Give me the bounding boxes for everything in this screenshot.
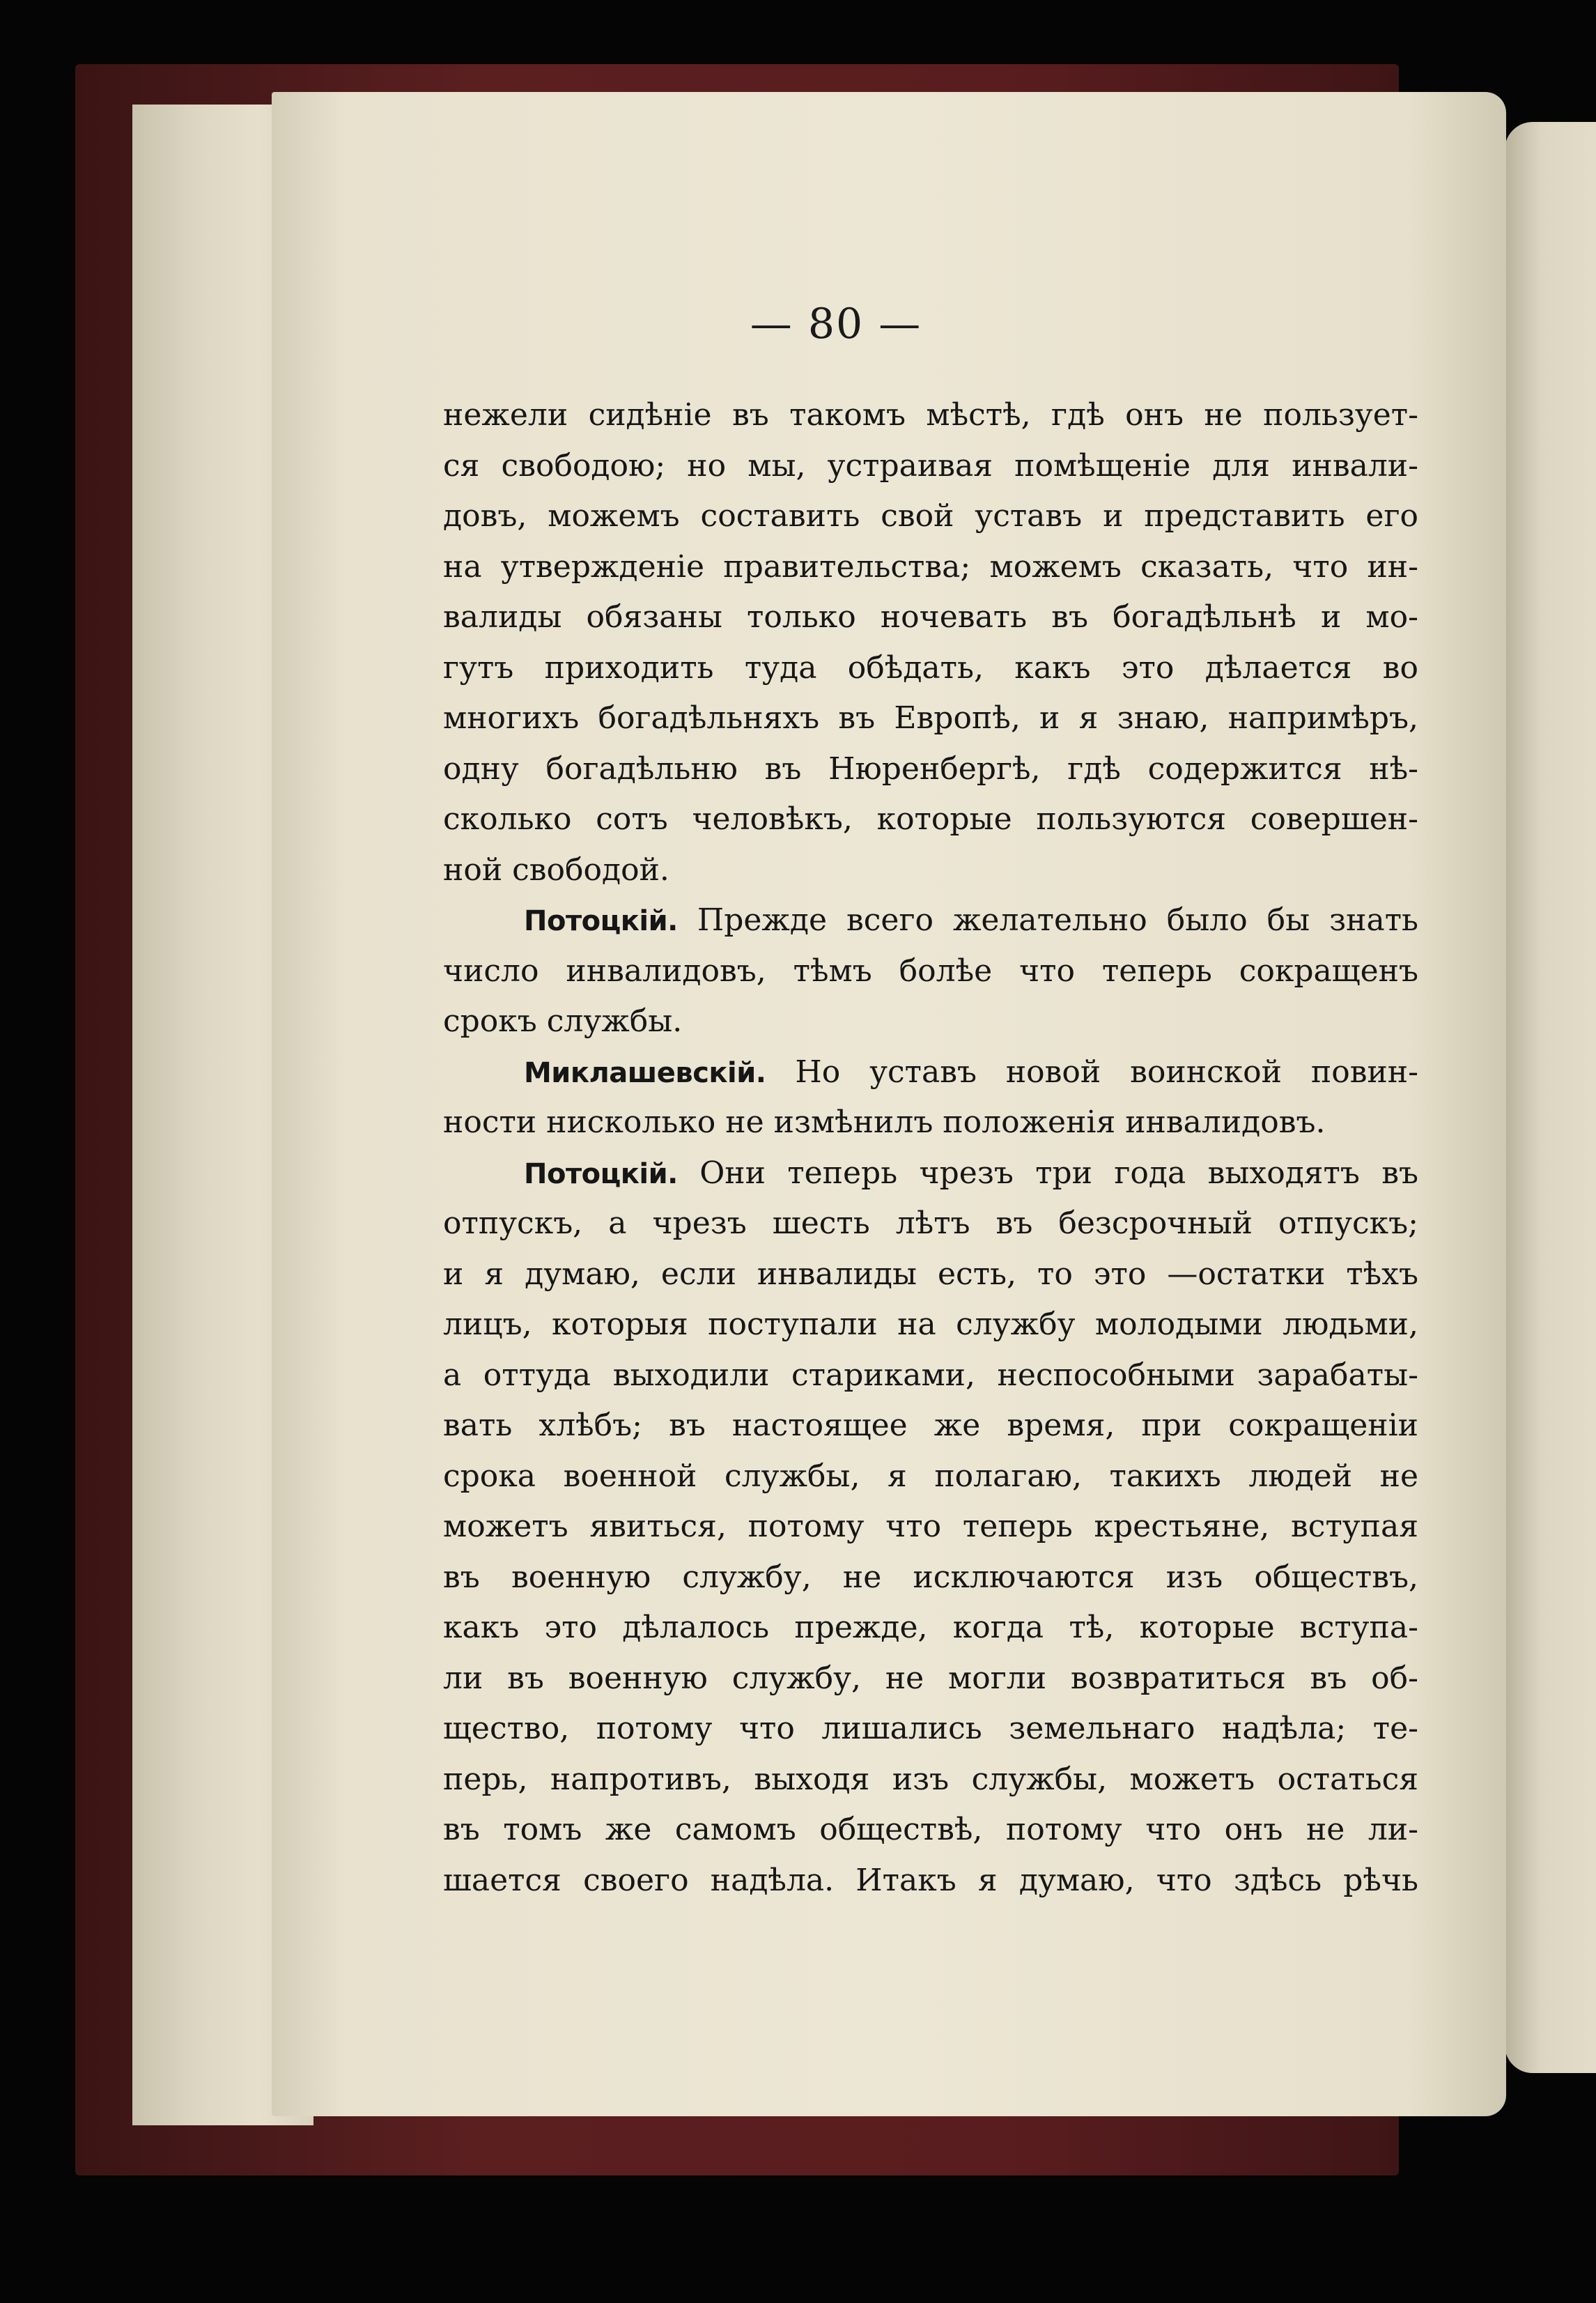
speaker-name: Потоцкій. (524, 905, 678, 937)
text-line: число инвалидовъ, тѣмъ болѣе что теперь сокращенъ (443, 953, 1418, 989)
speaker-name: Миклашевскій. (524, 1056, 766, 1089)
text-line: можетъ явиться, потому что теперь крестьяне, вступая (443, 1509, 1418, 1544)
paragraph-text: Они теперь чрезъ три года выходятъ въ (677, 1155, 1418, 1191)
text-line: многихъ богадѣльняхъ въ Европѣ, и я знаю, напримѣръ, (443, 700, 1418, 736)
text-line: въ томъ же самомъ обществѣ, потому что онъ не ли- (443, 1812, 1418, 1847)
text-line: отпускъ, а чрезъ шесть лѣтъ въ безсрочный отпускъ; (443, 1206, 1418, 1241)
text-line: какъ это дѣлалось прежде, когда тѣ, которые вступа- (443, 1610, 1418, 1645)
paragraph-first-line (443, 1047, 1418, 1098)
text-line: срока военной службы, я полагаю, такихъ людей не (443, 1458, 1418, 1494)
text-line: срокъ службы. (443, 1003, 683, 1039)
text-line: ся свободою; но мы, устраивая помѣщеніе для инвали- (443, 447, 1418, 484)
text-line: лицъ, которыя поступали на службу молодыми людьми, (443, 1307, 1418, 1342)
paragraph-text: Прежде всего желательно было бы знать (677, 902, 1418, 938)
text-line: шается своего надѣла. Итакъ я думаю, что здѣсь рѣчь (443, 1862, 1418, 1898)
text-line: довъ, можемъ составить свой уставъ и представить его (443, 498, 1418, 534)
facing-page-edge (1505, 122, 1596, 2073)
paragraph-text: Но уставъ новой воинской повин- (766, 1054, 1418, 1090)
paragraph-first-line (443, 895, 1418, 946)
text-line: сколько сотъ человѣкъ, которые пользуются совершен- (443, 801, 1418, 837)
text-line: валиды обязаны только ночевать въ богадѣльнѣ и мо- (443, 599, 1418, 635)
text-line: а оттуда выходили стариками, неспособными зарабаты- (443, 1357, 1418, 1393)
text-line: щество, потому что лишались земельнаго надѣла; те- (443, 1711, 1418, 1746)
text-line: ли въ военную службу, не могли возвратиться въ об- (443, 1660, 1418, 1696)
text-line: и я думаю, если инвалиды есть, то это —остатки тѣхъ (443, 1256, 1418, 1292)
paragraph-first-line (443, 1148, 1418, 1199)
text-line: вать хлѣбъ; въ настоящее же время, при сокращеніи (443, 1408, 1418, 1443)
text-line: одну богадѣльню въ Нюренбергѣ, гдѣ содержится нѣ- (443, 750, 1418, 787)
text-line: ности нисколько не измѣнилъ положенія инвалидовъ. (443, 1104, 1326, 1140)
page-text (443, 390, 1418, 1906)
text-line: гутъ приходить туда обѣдать, какъ это дѣлается во (443, 649, 1418, 686)
text-line: перь, напротивъ, выходя изъ службы, можетъ остаться (443, 1761, 1418, 1797)
text-line: нежели сидѣніе въ такомъ мѣстѣ, гдѣ онъ не пользует- (443, 397, 1418, 433)
text-line: ной свободой. (443, 852, 669, 888)
speaker-name: Потоцкій. (524, 1157, 678, 1190)
page-number: — 80 — (750, 300, 922, 348)
text-line: на утвержденіе правительства; можемъ сказать, что ин- (443, 548, 1418, 585)
text-line: въ военную службу, не исключаются изъ обществъ, (443, 1559, 1418, 1595)
